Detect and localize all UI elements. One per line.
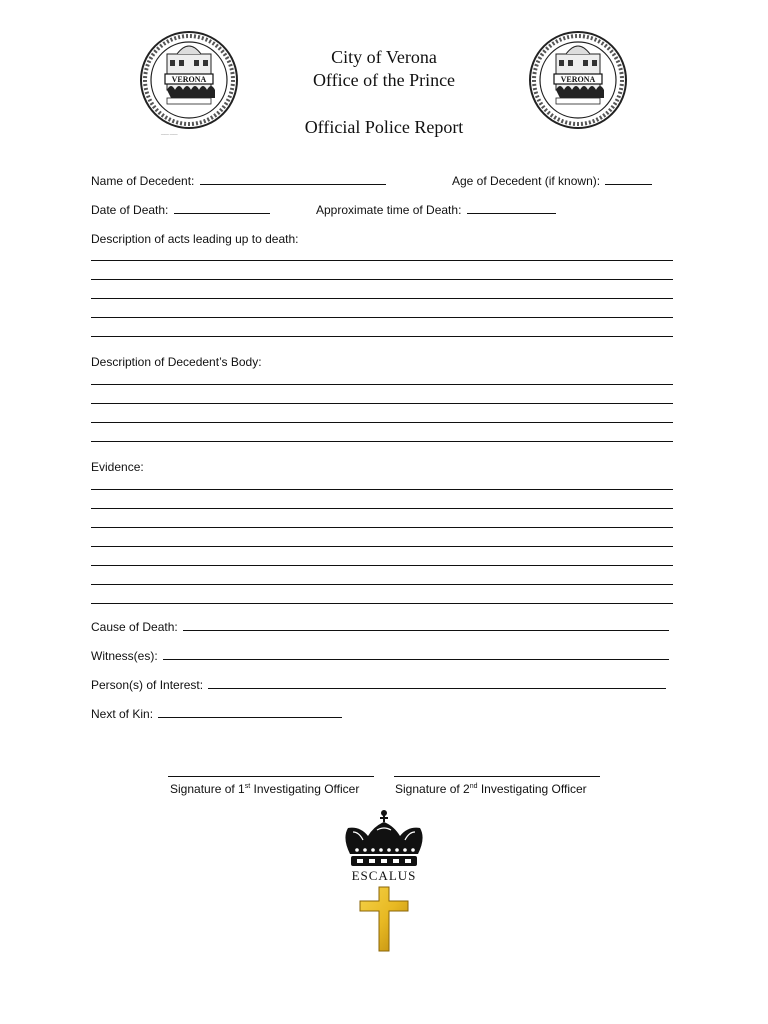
- second-officer-signature-label: [395, 782, 587, 796]
- age-of-decedent-input[interactable]: [605, 174, 652, 185]
- body-line-4[interactable]: [91, 441, 673, 442]
- first-sig-prefix: Signature of 1: [170, 782, 245, 796]
- cause-of-death-input[interactable]: [183, 620, 669, 631]
- report-header: [240, 46, 528, 139]
- evidence-line-3[interactable]: [91, 527, 673, 528]
- age-of-decedent-field: [452, 174, 652, 188]
- next-of-kin-label: Next of Kin:: [91, 707, 154, 721]
- svg-text:VERONA: VERONA: [171, 75, 207, 84]
- evidence-line-2[interactable]: [91, 508, 673, 509]
- acts-line-1[interactable]: [91, 260, 673, 261]
- date-of-death-label: Date of Death:: [91, 203, 169, 217]
- persons-of-interest-input[interactable]: [208, 678, 666, 689]
- name-of-decedent-input[interactable]: [200, 174, 386, 185]
- date-of-death-input[interactable]: [174, 203, 270, 214]
- persons-of-interest-label: Person(s) of Interest:: [91, 678, 204, 692]
- cause-of-death-label: Cause of Death:: [91, 620, 178, 634]
- evidence-label: Evidence:: [91, 460, 144, 474]
- evidence-line-6[interactable]: [91, 584, 673, 585]
- second-sig-suffix: Investigating Officer: [477, 782, 587, 796]
- svg-text:VERONA: VERONA: [560, 75, 596, 84]
- first-officer-signature-label: [170, 782, 359, 796]
- evidence-line-4[interactable]: [91, 546, 673, 547]
- next-of-kin-field: [91, 707, 342, 721]
- approx-time-input[interactable]: [467, 203, 556, 214]
- witnesses-input[interactable]: [163, 649, 669, 660]
- escalus-label: ESCALUS: [351, 868, 417, 883]
- body-line-3[interactable]: [91, 422, 673, 423]
- evidence-line-1[interactable]: [91, 489, 673, 490]
- next-of-kin-input[interactable]: [158, 707, 342, 718]
- acts-line-3[interactable]: [91, 298, 673, 299]
- evidence-line-5[interactable]: [91, 565, 673, 566]
- date-of-death-field: [91, 203, 270, 217]
- first-sig-suffix: Investigating Officer: [250, 782, 360, 796]
- witnesses-label: Witness(es):: [91, 649, 158, 663]
- office-title: Office of the Prince: [312, 70, 456, 90]
- age-of-decedent-label: Age of Decedent (if known):: [452, 174, 601, 188]
- city-title: City of Verona: [331, 47, 437, 67]
- approx-time-field: [316, 203, 556, 217]
- cause-of-death-field: [91, 620, 669, 634]
- name-of-decedent-label: Name of Decedent:: [91, 174, 195, 188]
- acts-line-4[interactable]: [91, 317, 673, 318]
- report-title: Official Police Report: [304, 117, 464, 137]
- witnesses-field: [91, 649, 669, 663]
- acts-description-label: Description of acts leading up to death:: [91, 232, 299, 246]
- evidence-line-7[interactable]: [91, 603, 673, 604]
- name-of-decedent-field: [91, 174, 386, 188]
- acts-line-2[interactable]: [91, 279, 673, 280]
- body-line-1[interactable]: [91, 384, 673, 385]
- persons-of-interest-field: [91, 678, 666, 692]
- first-officer-signature-line[interactable]: [168, 776, 374, 777]
- acts-line-5[interactable]: [91, 336, 673, 337]
- svg-text:____ ____: ____ ____: [161, 131, 178, 135]
- body-line-2[interactable]: [91, 403, 673, 404]
- approx-time-label: Approximate time of Death:: [316, 203, 462, 217]
- body-description-label: Description of Decedent’s Body:: [91, 355, 262, 369]
- second-sig-prefix: Signature of 2: [395, 782, 470, 796]
- cross-icon: [358, 886, 410, 952]
- second-officer-signature-line[interactable]: [394, 776, 600, 777]
- city-seal-icon: [137, 30, 241, 142]
- city-seal-icon: [526, 30, 630, 142]
- second-sig-ordinal: nd: [469, 783, 478, 790]
- first-sig-ordinal: st: [244, 783, 251, 790]
